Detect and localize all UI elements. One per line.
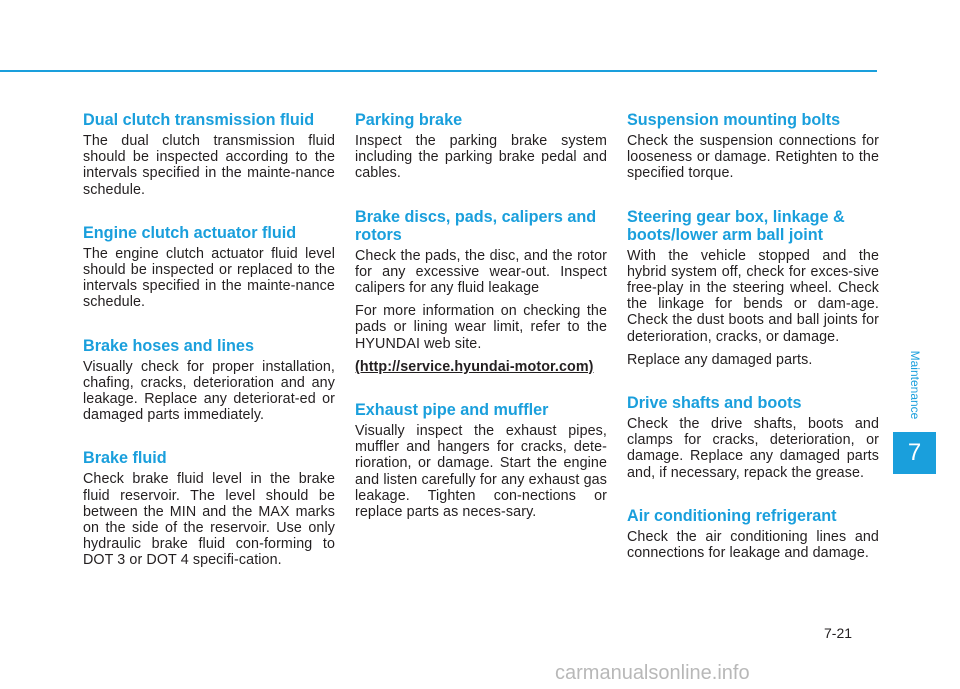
paragraph: Check the pads, the disc, and the rotor for any excessive wear-out. Inspect calipers for any fluid leakage bbox=[355, 247, 607, 297]
paragraph: Visually inspect the exhaust pipes, muffler and hangers for cracks, dete-rioration, or damage. Start the engine and listen carefully for any exhaust gas leakage. Tighten con-nections or replace parts as neces-sary. bbox=[355, 423, 607, 521]
section-tab bbox=[905, 340, 925, 430]
paragraph: Check the air conditioning lines and connections for leakage and damage. bbox=[627, 528, 879, 562]
paragraph: Check the suspension connections for looseness or damage. Retighten to the specified torque. bbox=[627, 133, 879, 182]
header-rule bbox=[0, 70, 877, 72]
column-3 bbox=[627, 111, 879, 568]
heading-brake-fluid: Brake fluid bbox=[83, 449, 167, 468]
heading-exhaust-pipe-and-muffler: Exhaust pipe and muffler bbox=[355, 401, 549, 420]
heading-suspension-mounting-bolts: Suspension mounting bolts bbox=[627, 111, 841, 129]
paragraph: With the vehicle stopped and the hybrid system off, check for exces-sive free-play in the steering wheel. Check the linkage for bends or dam-age. Check the dust boots and ball joints for deterioration, cracks, or damage. bbox=[627, 247, 879, 345]
watermark: carmanualsonline.info bbox=[555, 662, 750, 684]
paragraph: The engine clutch actuator fluid level should be inspected or replaced to the intervals specified in the mainte-nance schedule. bbox=[83, 245, 335, 311]
column-1 bbox=[83, 111, 335, 576]
paragraph: Visually check for proper installation, chafing, cracks, deterioration and any leakage. Replace any deteriorat-ed or damaged parts immediately. bbox=[83, 358, 335, 424]
chapter-number: 7 bbox=[907, 439, 922, 466]
heading-steering-gear-box: Steering gear box, linkage & boots/lower arm ball joint bbox=[627, 207, 845, 244]
chapter-badge bbox=[893, 432, 936, 474]
heading-brake-hoses-and-lines: Brake hoses and lines bbox=[83, 336, 254, 355]
page-number: 7-21 bbox=[824, 625, 853, 641]
paragraph: Inspect the parking brake system including the parking brake pedal and cables. bbox=[355, 133, 607, 182]
hyundai-service-link[interactable]: (http://service.hyundai-motor.com) bbox=[355, 358, 594, 375]
link-paragraph bbox=[355, 359, 607, 375]
column-2 bbox=[355, 111, 607, 527]
paragraph: For more information on checking the pads or lining wear limit, refer to the HYUNDAI web site. bbox=[355, 303, 607, 352]
paragraph: Replace any damaged parts. bbox=[627, 351, 813, 368]
heading-dual-clutch-transmission-fluid: Dual clutch transmission fluid bbox=[83, 111, 315, 129]
paragraph: Check the drive shafts, boots and clamps for cracks, deterioration, or damage. Replace any damaged parts and, if necessary, repack the grease. bbox=[627, 416, 879, 481]
heading-air-conditioning-refrigerant: Air conditioning refrigerant bbox=[627, 506, 837, 525]
section-label: Maintenance bbox=[908, 350, 922, 420]
heading-engine-clutch-actuator-fluid: Engine clutch actuator fluid bbox=[83, 223, 297, 242]
paragraph: The dual clutch transmission fluid should be inspected according to the intervals specified in the mainte-nance schedule. bbox=[83, 133, 335, 198]
paragraph: Check brake fluid level in the brake fluid reservoir. The level should be between the MIN and the MAX marks on the side of the reservoir. Use only hydraulic brake fluid con-forming to DOT 3 or DOT 4 specifi-cation. bbox=[83, 471, 335, 569]
heading-drive-shafts-and-boots: Drive shafts and boots bbox=[627, 394, 802, 413]
heading-parking-brake: Parking brake bbox=[355, 111, 463, 129]
heading-brake-discs-pads-calipers: Brake discs, pads, calipers and rotors bbox=[355, 207, 597, 244]
